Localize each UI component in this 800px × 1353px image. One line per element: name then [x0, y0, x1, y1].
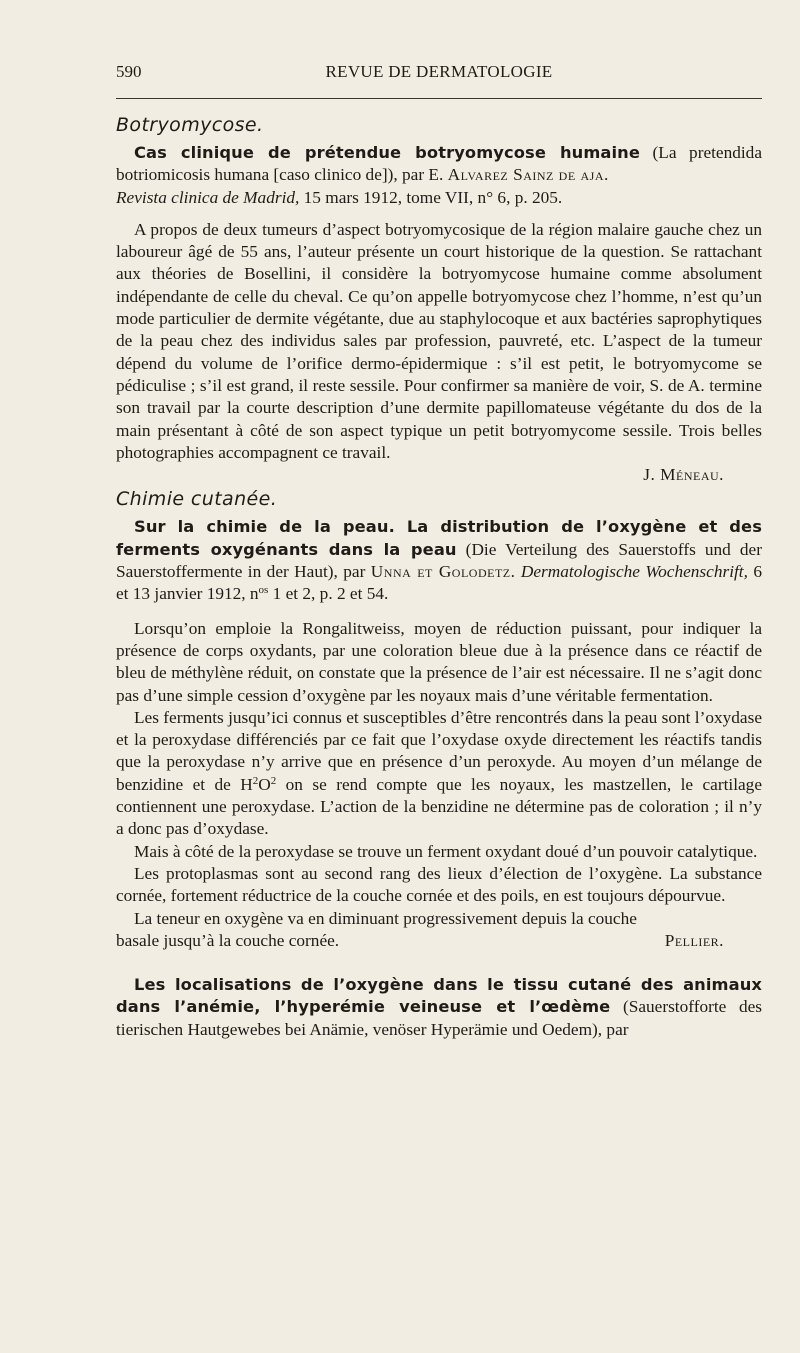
paragraph-5: La teneur en oxygène va en diminuant progressivement depuis la couche: [134, 908, 637, 928]
header-rule: [116, 98, 762, 99]
citation: 6 et 13 janvier 1912, n: [116, 562, 763, 604]
article-heading-oxygene: [116, 974, 762, 1041]
page-body: [116, 112, 762, 1041]
abstract-paragraph: A propos de deux tumeurs d’aspect botryomycosique de la région malaire gauche chez un laboureur âgé de 55 ans, l’auteur présente un court historique de la question. Se rattachant aux théories de Bosellini, il considère la botryomycose humaine comme absolument indépendante de celle du cheval. Ce qu’on appelle botryomycose chez l’homme, n’est qu’un mode particulier de dermite végétante, due au staphylocoque et aux bactéries saprophytiques de la peau chez des individus sales par profession, pauvreté, etc. L’aspect de la tumeur dépend du volume de l’orifice dermo-épidermique : s’il est petit, le botryomycome se pédiculise ; s’il est grand, il reste sessile. Pour confirmer sa manière de voir, S. de A. termine son travail par la courte description d’une dermite papillomateuse végétante du dos de la main présentant à côté de son aspect typique un petit botryomycome sessile. Trois belles photographies accompagnent ce travail.: [116, 219, 762, 462]
article-title: Les localisations de l’oxygène dans le tissu cutané des animaux dans l’anémie, l’hyperémie veineuse et l’œdème: [116, 975, 762, 1017]
article-author: Alvarez Sainz de aja.: [447, 165, 609, 185]
paragraph-4: Les protoplasmas sont au second rang des lieux d’élection de l’oxygène. La substance cornée, fortement réductrice de la couche cornée et des poils, en est toujours dépourvue.: [116, 863, 762, 906]
article-heading-chimie: Sur la chimie de la peau. La distribution de l’oxygène et des ferments oxygénants dans la peau (Die Verteilung des Sauerstoffs und der Sauerstoffermente in der Haut), par Unna et Golodetz. Dermatologische Wochenschrift, 6 et 13 janvier 1912, $n^{os}$ 1 et 2, p. 2 et 54.: [116, 517, 763, 604]
signature-meneau: J. Méneau.: [643, 465, 724, 485]
article-title: Cas clinique de prétendue botryomycose humaine: [134, 143, 640, 162]
article-subtitle: (Die Verteilung des Sauerstoffs und der Sauerstoffermente in der Haut), par: [116, 539, 762, 582]
article-subtitle: (Sauerstofforte des tierischen Hautgewebes bei Anämie, venöser Hyperämie und Oedem), par: [116, 997, 763, 1039]
article-title: Sur la chimie de la peau. La distribution de l’oxygène et des ferments oxygénants dans la peau: [116, 517, 762, 559]
page-number: 590: [116, 62, 142, 81]
section-title-botryomycose: Botryomycose.: [116, 114, 264, 136]
signature-pellier: Pellier.: [664, 930, 724, 950]
article-authors: Unna et Golodetz.: [370, 562, 516, 582]
citation: 15 mars 1912, tome VII, n° 6, p. 205.: [299, 187, 563, 207]
running-title: REVUE DE DERMATOLOGIE: [325, 62, 553, 81]
article-subtitle: (La pretendida botriomicosis humana [caso clinico de]), par E.: [116, 143, 762, 185]
paragraph-3: Mais à côté de la peroxydase se trouve un ferment oxydant doué d’un pouvoir catalytique.: [134, 841, 758, 861]
section-title-chimie-cutanee: Chimie cutanée.: [116, 488, 278, 511]
journal-name: Dermatologische Wochenschrift,: [520, 562, 748, 582]
page-header: [116, 58, 762, 88]
paragraph-2: Les ferments jusqu’ici connus et susceptibles d’être rencontrés dans la peau sont l’oxydase et la peroxydase différenciés par ce fait que l’oxydase oxyde directement les réactifs tandis que la peroxydase n’y arrive que en présence d’un peroxyde. Au moyen d’un mélange de benzidine et de $H^2O^2$ on se rend compte que les noyaux, les mastzellen, le cartilage contiennent une peroxydase. L’action de la benzidine ne détermine pas de coloration ; il n’y a donc pas d’oxydase.: [116, 707, 762, 839]
paragraph-1: Lorsqu’on emploie la Rongalitweiss, moyen de réduction puissant, pour indiquer la présence de corps oxydants, par une coloration bleue due à la présence dans ce réactif de bleu de méthylène réduit, on constate que la présence de l’air est nécessaire. Il ne s’agit donc pas d’une simple cession d’oxygène par les noyaux mais d’une véritable fermentation.: [116, 618, 762, 705]
article-heading-botryomycose: [116, 142, 762, 209]
journal-name: Revista clinica de Madrid,: [116, 187, 300, 207]
paragraph-5-last-line: basale jusqu’à la couche cornée. Pellier.: [116, 930, 762, 952]
